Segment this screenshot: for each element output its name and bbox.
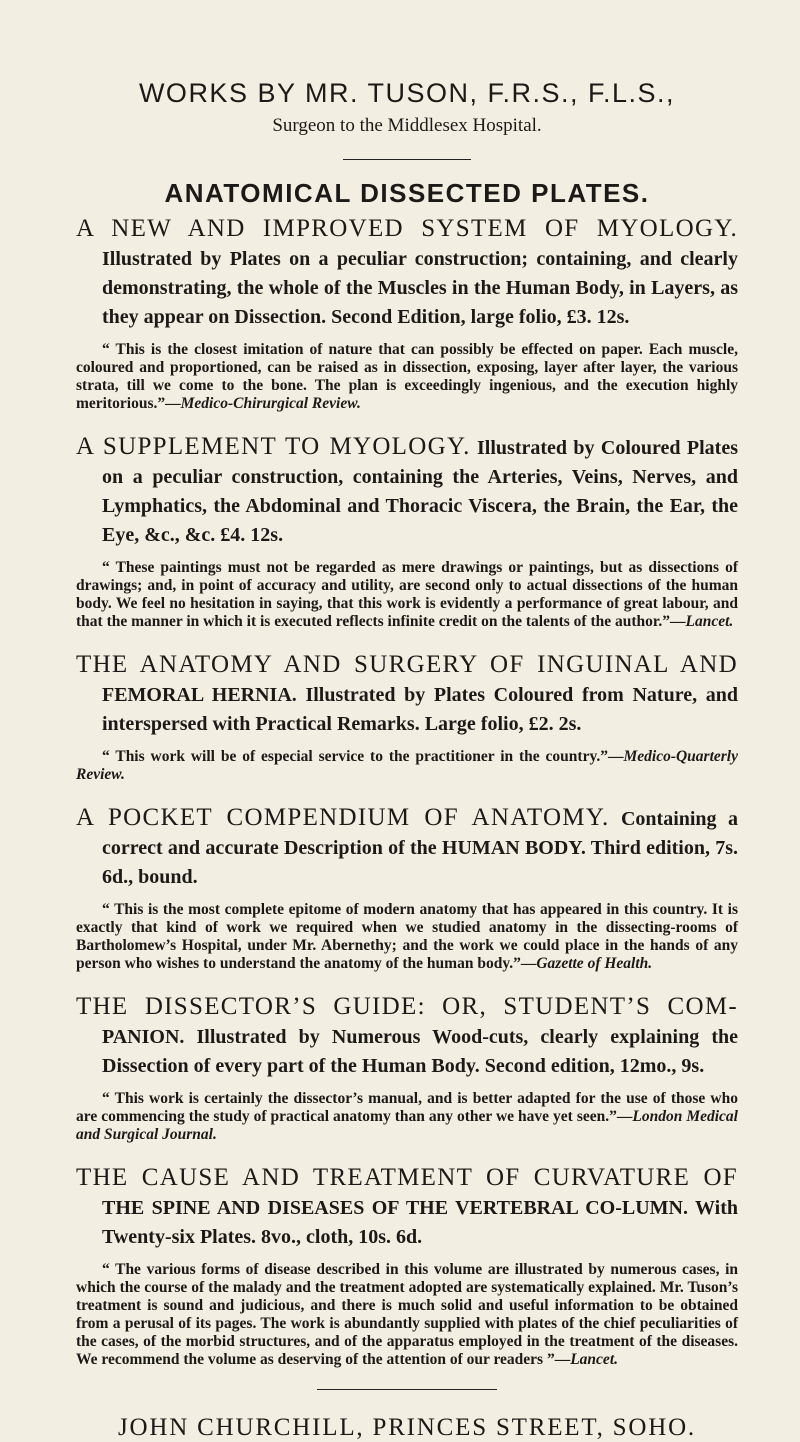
entry-title-lead: A NEW AND IMPROVED SYSTEM OF MYOLOGY. xyxy=(76,215,738,242)
entry-title-rest: Containing a correct and accurate Description of the HUMAN BODY. Third edition, 7s. 6d., bound. xyxy=(102,808,738,888)
entry-review xyxy=(76,341,738,413)
entry-review xyxy=(76,748,738,784)
entry-title-lead: THE ANATOMY AND SURGERY OF INGUINAL AND xyxy=(76,651,738,678)
entry-title xyxy=(76,1164,738,1251)
book-entry xyxy=(76,651,738,784)
entry-title xyxy=(76,804,738,891)
entry-title xyxy=(76,651,738,738)
publisher-name: JOHN CHURCHILL, xyxy=(118,1414,365,1441)
entry-title-rest: Illustrated by Plates on a peculiar construction; containing, and clearly demonstrating, the whole of the Muscles in the Human Body, in Layers, as they appear on Dissection. Second Edition, large folio, £3. 12s. xyxy=(102,248,738,328)
entry-title-rest: PANION. Illustrated by Numerous Wood-cuts, clearly explaining the Dissection of every part of the Human Body. Second edition, 12mo., 9s. xyxy=(102,1026,738,1077)
book-entry xyxy=(76,433,738,631)
review-text: “ This work will be of especial service to the practitioner in the country.”— xyxy=(102,748,624,765)
entry-review xyxy=(76,901,738,973)
entry-title-lead: A POCKET COMPENDIUM OF ANATOMY. xyxy=(76,804,610,831)
divider-rule xyxy=(343,159,471,160)
page-title: WORKS BY MR. TUSON, F.R.S., F.L.S., xyxy=(138,78,676,108)
book-entry xyxy=(76,804,738,973)
entry-review xyxy=(76,1090,738,1144)
review-source: Lancet. xyxy=(570,1351,618,1368)
entry-review xyxy=(76,559,738,631)
publisher-address: PRINCES STREET, SOHO. xyxy=(364,1414,696,1441)
entry-title-rest: THE SPINE AND DISEASES OF THE VERTEBRAL CO-LUMN. With Twenty-six Plates. 8vo., cloth, 10s. 6d. xyxy=(102,1197,738,1248)
review-source: Lancet. xyxy=(685,613,734,630)
review-text: “ These paintings must not be regarded as mere drawings or paintings, but as dissections of drawings; and, in point of accuracy and utility, are second only to actual dissections of the human body. We feel no hesitation in saying, that this work is evidently a performance of great labour, and that the manner in which it is executed reflects infinite credit on the talents of the author.”— xyxy=(76,559,738,630)
book-entry xyxy=(76,1164,738,1369)
entry-title xyxy=(76,433,738,549)
review-source: Medico-Quarterly Review. xyxy=(76,748,738,783)
book-entry xyxy=(76,215,738,413)
review-source: Gazette of Health. xyxy=(536,955,653,972)
review-text: “ This is the most complete epitome of modern anatomy that has appeared in this country. It is exactly that kind of work we required when we studied anatomy in the dissecting-rooms of Bartholomew’s Hospital, under Mr. Abernethy; and the work we could place in the hands of any person who wishes to understand the anatomy of the human body.”— xyxy=(76,901,738,972)
author-subtitle: Surgeon to the Middlesex Hospital. xyxy=(272,115,542,136)
review-text: “ This is the closest imitation of nature that can possibly be effected on paper. Each muscle, coloured and proportioned, can be raised as in dissection, exposing, layer after layer, the various strata, till we come to the bone. The plan is exceedingly ingenious, and the execution highly meritorious.”— xyxy=(76,341,738,412)
book-entry xyxy=(76,993,738,1144)
entry-title-lead: A SUPPLEMENT TO MYOLOGY. xyxy=(76,433,471,460)
entry-title xyxy=(76,215,738,331)
entry-review xyxy=(76,1261,738,1369)
entry-title-lead: THE DISSECTOR’S GUIDE: OR, STUDENT’S COM- xyxy=(76,993,738,1020)
footer-divider-rule xyxy=(317,1389,497,1390)
entry-title xyxy=(76,993,738,1080)
review-text: “ This work is certainly the dissector’s manual, and is better adapted for the use of those who are commencing the study of practical anatomy than any other we have yet seen.”— xyxy=(76,1090,738,1125)
review-source: Medico-Chirurgical Review. xyxy=(180,395,361,412)
review-source: London Medical and Surgical Journal. xyxy=(76,1108,738,1143)
entry-title-rest: FEMORAL HERNIA. Illustrated by Plates Coloured from Nature, and interspersed with Practical Remarks. Large folio, £2. 2s. xyxy=(102,684,738,735)
section-heading: ANATOMICAL DISSECTED PLATES. xyxy=(164,178,650,208)
review-text: “ The various forms of disease described in this volume are illustrated by numerous cases, in which the course of the malady and the treatment adopted are systematically explained. Mr. Tuson’s treatment is sound and judicious, and there is much solid and useful information to be obtained from a perusal of its pages. The work is abundantly supplied with plates of the chief peculiarities of the cases, of the morbid structures, and of the apparatus employed in the treatment of the diseases. We recommend the volume as deserving of the attention of our readers ”— xyxy=(76,1261,738,1368)
entries-list xyxy=(76,215,738,1369)
entry-title-lead: THE CAUSE AND TREATMENT OF CURVATURE OF xyxy=(76,1164,738,1191)
entry-title-rest: Illustrated by Coloured Plates on a peculiar construction, containing the Arteries, Veins, Nerves, and Lymphatics, the Abdominal and Thoracic Viscera, the Brain, the Ear, the Eye, &c., &c. £4. 12s. xyxy=(102,437,739,546)
publisher-imprint xyxy=(76,1414,738,1442)
